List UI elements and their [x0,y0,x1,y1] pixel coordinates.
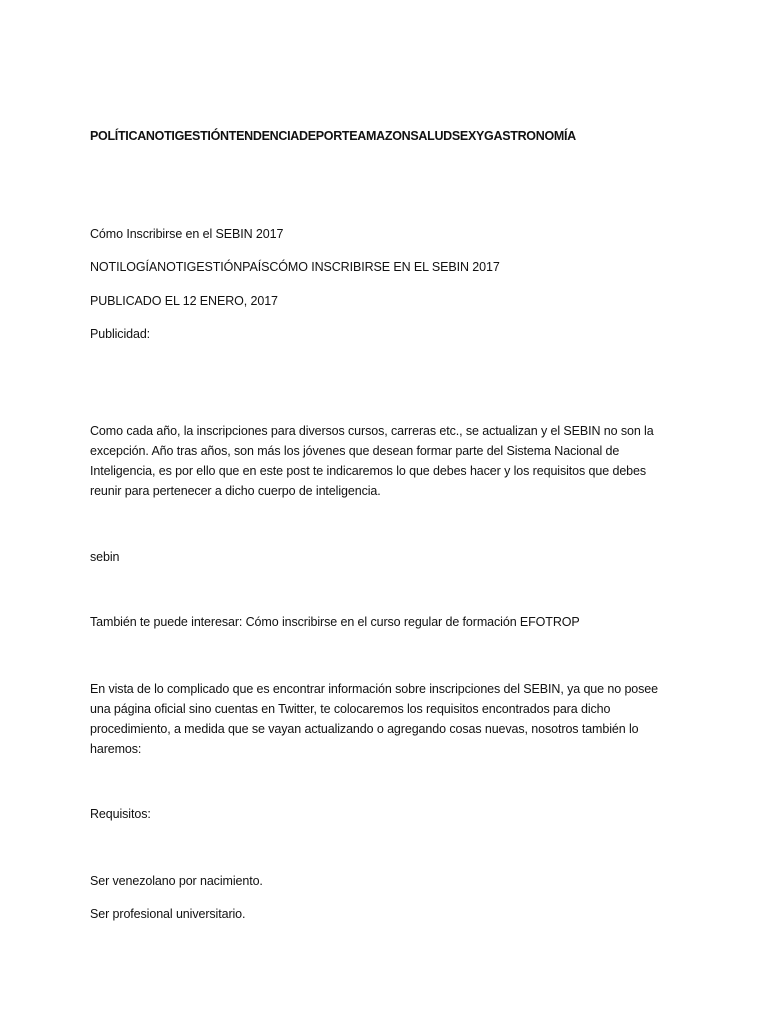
body-paragraph: En vista de lo complicado que es encontrar información sobre inscripciones del SEBIN, ya que no posee una página oficial sino cuentas en Twitter, te colocaremos los requisitos encontrados para dicho procedimiento, a medida que se vayan actualizando o agregando cosas nuevas, nosotros también lo haremos: [90,682,659,756]
related-link[interactable]: También te puede interesar: Cómo inscribirse en el curso regular de formación EFOTROP [90,615,580,629]
category-nav: POLÍTICANOTIGESTIÓNTENDENCIADEPORTEAMAZONSALUDSEXYGASTRONOMÍA [90,129,576,143]
requirement-item: Ser venezolano por nacimiento. [90,874,263,888]
publish-date: PUBLICADO EL 12 ENERO, 2017 [90,294,278,308]
intro-paragraph: Como cada año, la inscripciones para diversos cursos, carreras etc., se actualizan y el SEBIN no son la excepción. Año tras años, son más los jóvenes que desean formar parte del Sistema Nacional de Inteligencia, es por ello que en este post te indicaremos lo que debes hacer y los requisitos que debes reunir para pertenecer a dicho cuerpo de inteligencia. [90,424,654,498]
breadcrumb: NOTILOGÍANOTIGESTIÓNPAÍSCÓMO INSCRIBIRSE EN EL SEBIN 2017 [90,260,500,274]
requirement-item: Ser profesional universitario. [90,907,246,921]
ad-label: Publicidad: [90,327,151,341]
requirements-heading: Requisitos: [90,807,151,821]
image-caption: sebin [90,550,120,564]
article-title: Cómo Inscribirse en el SEBIN 2017 [90,227,284,241]
